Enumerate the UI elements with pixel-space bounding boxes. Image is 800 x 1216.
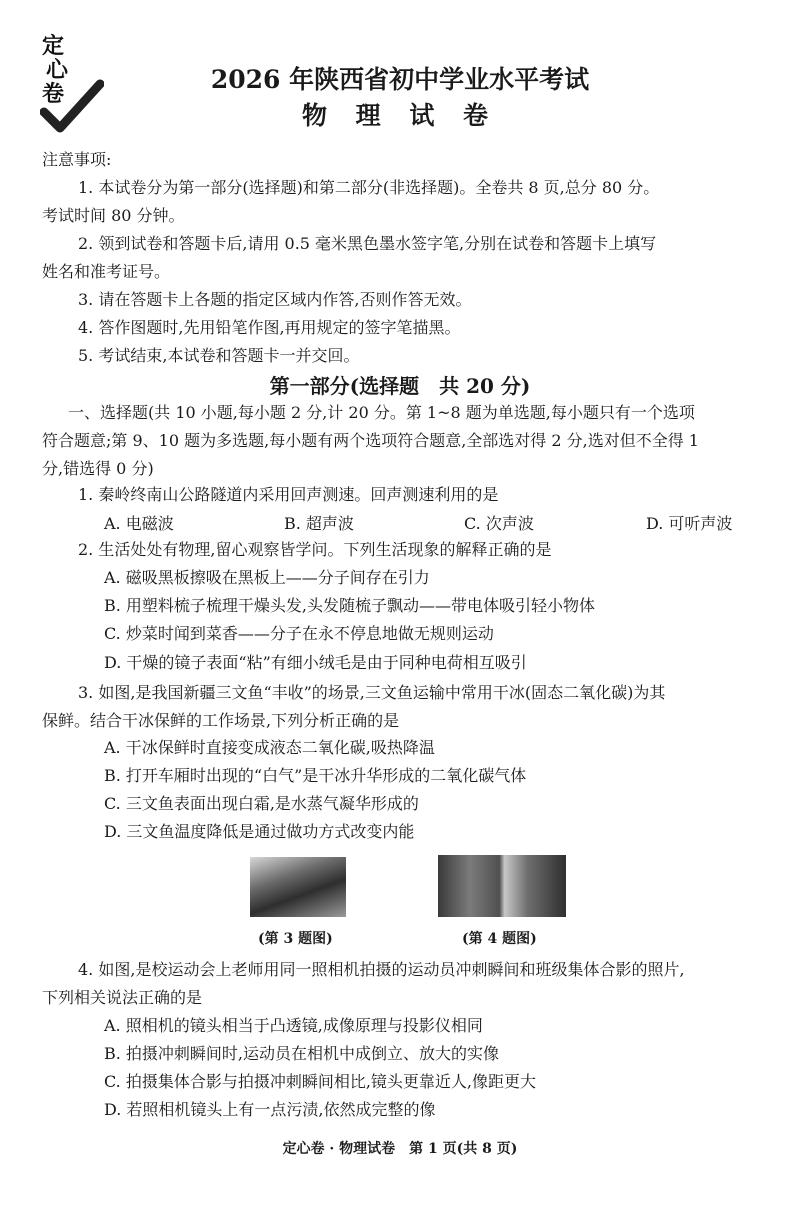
question-stem: 4. 如图,是校运动会上老师用同一照相机拍摄的运动员冲刺瞬间和班级集体合影的照片,	[78, 960, 685, 979]
notice-heading: 注意事项:	[42, 150, 112, 169]
figure-3-image	[250, 857, 346, 917]
question-stem: 2. 生活处处有物理,留心观察皆学问。下列生活现象的解释正确的是	[78, 540, 552, 559]
figure-caption: (第 3 题图)	[258, 931, 333, 947]
question-stem: 3. 如图,是我国新疆三文鱼“丰收”的场景,三文鱼运输中常用干冰(固态二氧化碳)为其	[78, 683, 666, 702]
option: A. 照相机的镜头相当于凸透镜,成像原理与投影仪相同	[104, 1016, 483, 1035]
section-heading: 第一部分(选择题 共 20 分)	[269, 374, 531, 398]
option: B. 用塑料梳子梳理干燥头发,头发随梳子飘动——带电体吸引轻小物体	[104, 596, 596, 615]
option: A. 磁吸黑板擦吸在黑板上——分子间存在引力	[104, 568, 430, 587]
option: D. 可听声波	[646, 514, 733, 533]
page-title: 2026 年陕西省初中学业水平考试	[210, 65, 590, 94]
option: A. 干冰保鲜时直接变成液态二氧化碳,吸热降温	[104, 738, 435, 757]
option: A. 电磁波	[104, 514, 174, 533]
section-intro: 分,错选得 0 分)	[42, 459, 154, 478]
option: D. 干燥的镜子表面“粘”有细小绒毛是由于同种电荷相互吸引	[104, 653, 527, 672]
question-stem: 1. 秦岭终南山公路隧道内采用回声测速。回声测速利用的是	[78, 485, 499, 504]
notice-item: 1. 本试卷分为第一部分(选择题)和第二部分(非选择题)。全卷共 8 页,总分 80 分。	[78, 178, 660, 197]
logo-char: 定	[42, 33, 65, 59]
notice-item: 5. 考试结束,本试卷和答题卡一并交回。	[78, 346, 360, 365]
page-footer: 定心卷 · 物理试卷 第 1 页(共 8 页)	[282, 1141, 518, 1157]
logo-char: 心	[46, 57, 69, 83]
option: D. 三文鱼温度降低是通过做功方式改变内能	[104, 822, 415, 841]
option: C. 次声波	[464, 514, 534, 533]
option: D. 若照相机镜头上有一点污渍,依然成完整的像	[104, 1100, 436, 1119]
option: C. 三文鱼表面出现白霜,是水蒸气凝华形成的	[104, 794, 419, 813]
page-subtitle: 物 理 试 卷	[301, 101, 499, 130]
notice-item: 2. 领到试卷和答题卡后,请用 0.5 毫米黑色墨水签字笔,分别在试卷和答题卡上填写	[78, 234, 657, 253]
option: C. 炒菜时闻到菜香——分子在永不停息地做无规则运动	[104, 624, 494, 643]
question-stem: 下列相关说法正确的是	[42, 988, 203, 1007]
notice-item: 考试时间 80 分钟。	[42, 206, 185, 225]
section-intro: 符合题意;第 9、10 题为多选题,每小题有两个选项符合题意,全部选对得 2 分,选对但不全得 1	[42, 431, 699, 450]
option: B. 拍摄冲刺瞬间时,运动员在相机中成倒立、放大的实像	[104, 1044, 500, 1063]
option: C. 拍摄集体合影与拍摄冲刺瞬间相比,镜头更靠近人,像距更大	[104, 1072, 537, 1091]
figure-4-image	[438, 855, 566, 917]
option: B. 超声波	[284, 514, 354, 533]
question-stem: 保鲜。结合干冰保鲜的工作场景,下列分析正确的是	[42, 711, 400, 730]
figure-caption: (第 4 题图)	[462, 931, 537, 947]
notice-item: 4. 答作图题时,先用铅笔作图,再用规定的签字笔描黑。	[78, 318, 461, 337]
section-intro: 一、选择题(共 10 小题,每小题 2 分,计 20 分。第 1~8 题为单选题,每小题只有一个选项	[68, 403, 695, 422]
option: B. 打开车厢时出现的“白气”是干冰升华形成的二氧化碳气体	[104, 766, 527, 785]
logo-char: 卷	[42, 81, 65, 107]
notice-item: 姓名和准考证号。	[42, 262, 171, 281]
notice-item: 3. 请在答题卡上各题的指定区域内作答,否则作答无效。	[78, 290, 472, 309]
